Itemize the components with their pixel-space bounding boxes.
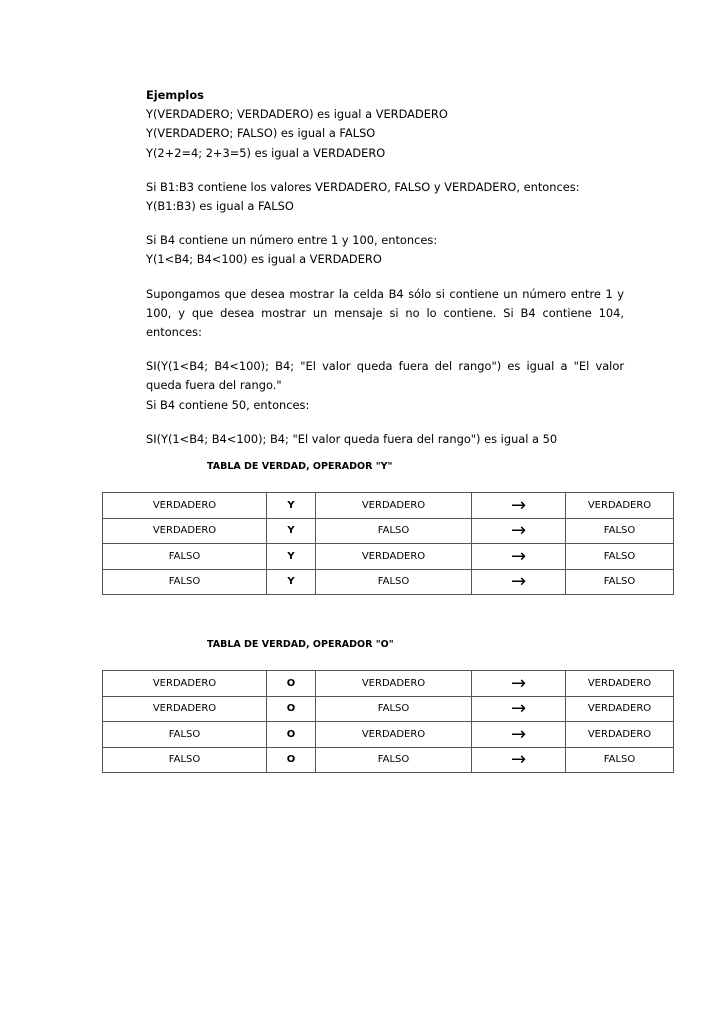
truth-table-o-title: TABLA DE VERDAD, OPERADOR "O" xyxy=(207,639,394,650)
examples-section xyxy=(146,86,624,449)
example-line: Si B4 contiene 50, entonces: xyxy=(146,397,310,412)
example-line: Si B4 contiene un número entre 1 y 100, entonces: xyxy=(146,233,438,248)
right-arrow-icon: → xyxy=(472,747,566,773)
example-line: Y(2+2=4; 2+3=5) es igual a VERDADERO xyxy=(146,145,386,160)
table-row xyxy=(103,696,674,722)
operator-cell: O xyxy=(267,722,316,748)
operand-a-cell: FALSO xyxy=(103,722,267,748)
table-row xyxy=(103,493,674,519)
examples-heading: Ejemplos xyxy=(146,88,204,102)
table-row xyxy=(103,747,674,773)
operator-cell: O xyxy=(267,747,316,773)
operand-a-cell: FALSO xyxy=(103,544,267,570)
operand-a-cell: VERDADERO xyxy=(103,671,267,697)
operand-a-cell: FALSO xyxy=(103,747,267,773)
table-row xyxy=(103,671,674,697)
operand-b-cell: VERDADERO xyxy=(316,493,472,519)
example-line: Y(VERDADERO; VERDADERO) es igual a VERDADERO xyxy=(146,107,448,122)
operator-cell: O xyxy=(267,671,316,697)
operand-b-cell: VERDADERO xyxy=(316,671,472,697)
operator-cell: Y xyxy=(267,493,316,519)
truth-table-y-title: TABLA DE VERDAD, OPERADOR "Y" xyxy=(207,461,393,472)
right-arrow-icon: → xyxy=(472,671,566,697)
result-cell: FALSO xyxy=(566,569,674,595)
result-cell: FALSO xyxy=(566,747,674,773)
example-paragraph: Supongamos que desea mostrar la celda B4 sólo si contiene un número entre 1 y 100, y que desea mostrar un mensaje si no lo contiene. Si B4 contiene 104, entonces: xyxy=(146,286,624,339)
operand-b-cell: FALSO xyxy=(316,696,472,722)
table-row xyxy=(103,569,674,595)
operand-b-cell: FALSO xyxy=(316,747,472,773)
example-line: Si B1:B3 contiene los valores VERDADERO, FALSO y VERDADERO, entonces: xyxy=(146,179,580,194)
right-arrow-icon: → xyxy=(472,544,566,570)
operand-b-cell: FALSO xyxy=(316,518,472,544)
example-line: Y(VERDADERO; FALSO) es igual a FALSO xyxy=(146,126,376,141)
right-arrow-icon: → xyxy=(472,696,566,722)
operand-a-cell: VERDADERO xyxy=(103,493,267,519)
right-arrow-icon: → xyxy=(472,518,566,544)
right-arrow-icon: → xyxy=(472,569,566,595)
right-arrow-icon: → xyxy=(472,493,566,519)
truth-table-o xyxy=(102,670,674,773)
operator-cell: O xyxy=(267,696,316,722)
operand-a-cell: FALSO xyxy=(103,569,267,595)
truth-table-y xyxy=(102,492,674,595)
result-cell: FALSO xyxy=(566,544,674,570)
example-line: SI(Y(1<B4; B4<100); B4; "El valor queda fuera del rango") es igual a 50 xyxy=(146,431,558,446)
result-cell: VERDADERO xyxy=(566,671,674,697)
table-row xyxy=(103,544,674,570)
operand-b-cell: VERDADERO xyxy=(316,722,472,748)
operand-b-cell: FALSO xyxy=(316,569,472,595)
right-arrow-icon: → xyxy=(472,722,566,748)
operator-cell: Y xyxy=(267,569,316,595)
result-cell: VERDADERO xyxy=(566,722,674,748)
result-cell: VERDADERO xyxy=(566,493,674,519)
table-row xyxy=(103,722,674,748)
operator-cell: Y xyxy=(267,544,316,570)
example-line: Y(1<B4; B4<100) es igual a VERDADERO xyxy=(146,252,382,267)
example-paragraph: SI(Y(1<B4; B4<100); B4; "El valor queda fuera del rango") es igual a "El valor queda fuera del rango." xyxy=(146,359,624,393)
example-line: Y(B1:B3) es igual a FALSO xyxy=(146,198,294,213)
result-cell: VERDADERO xyxy=(566,696,674,722)
result-cell: FALSO xyxy=(566,518,674,544)
table-row xyxy=(103,518,674,544)
operand-a-cell: VERDADERO xyxy=(103,518,267,544)
operator-cell: Y xyxy=(267,518,316,544)
operand-a-cell: VERDADERO xyxy=(103,696,267,722)
operand-b-cell: VERDADERO xyxy=(316,544,472,570)
